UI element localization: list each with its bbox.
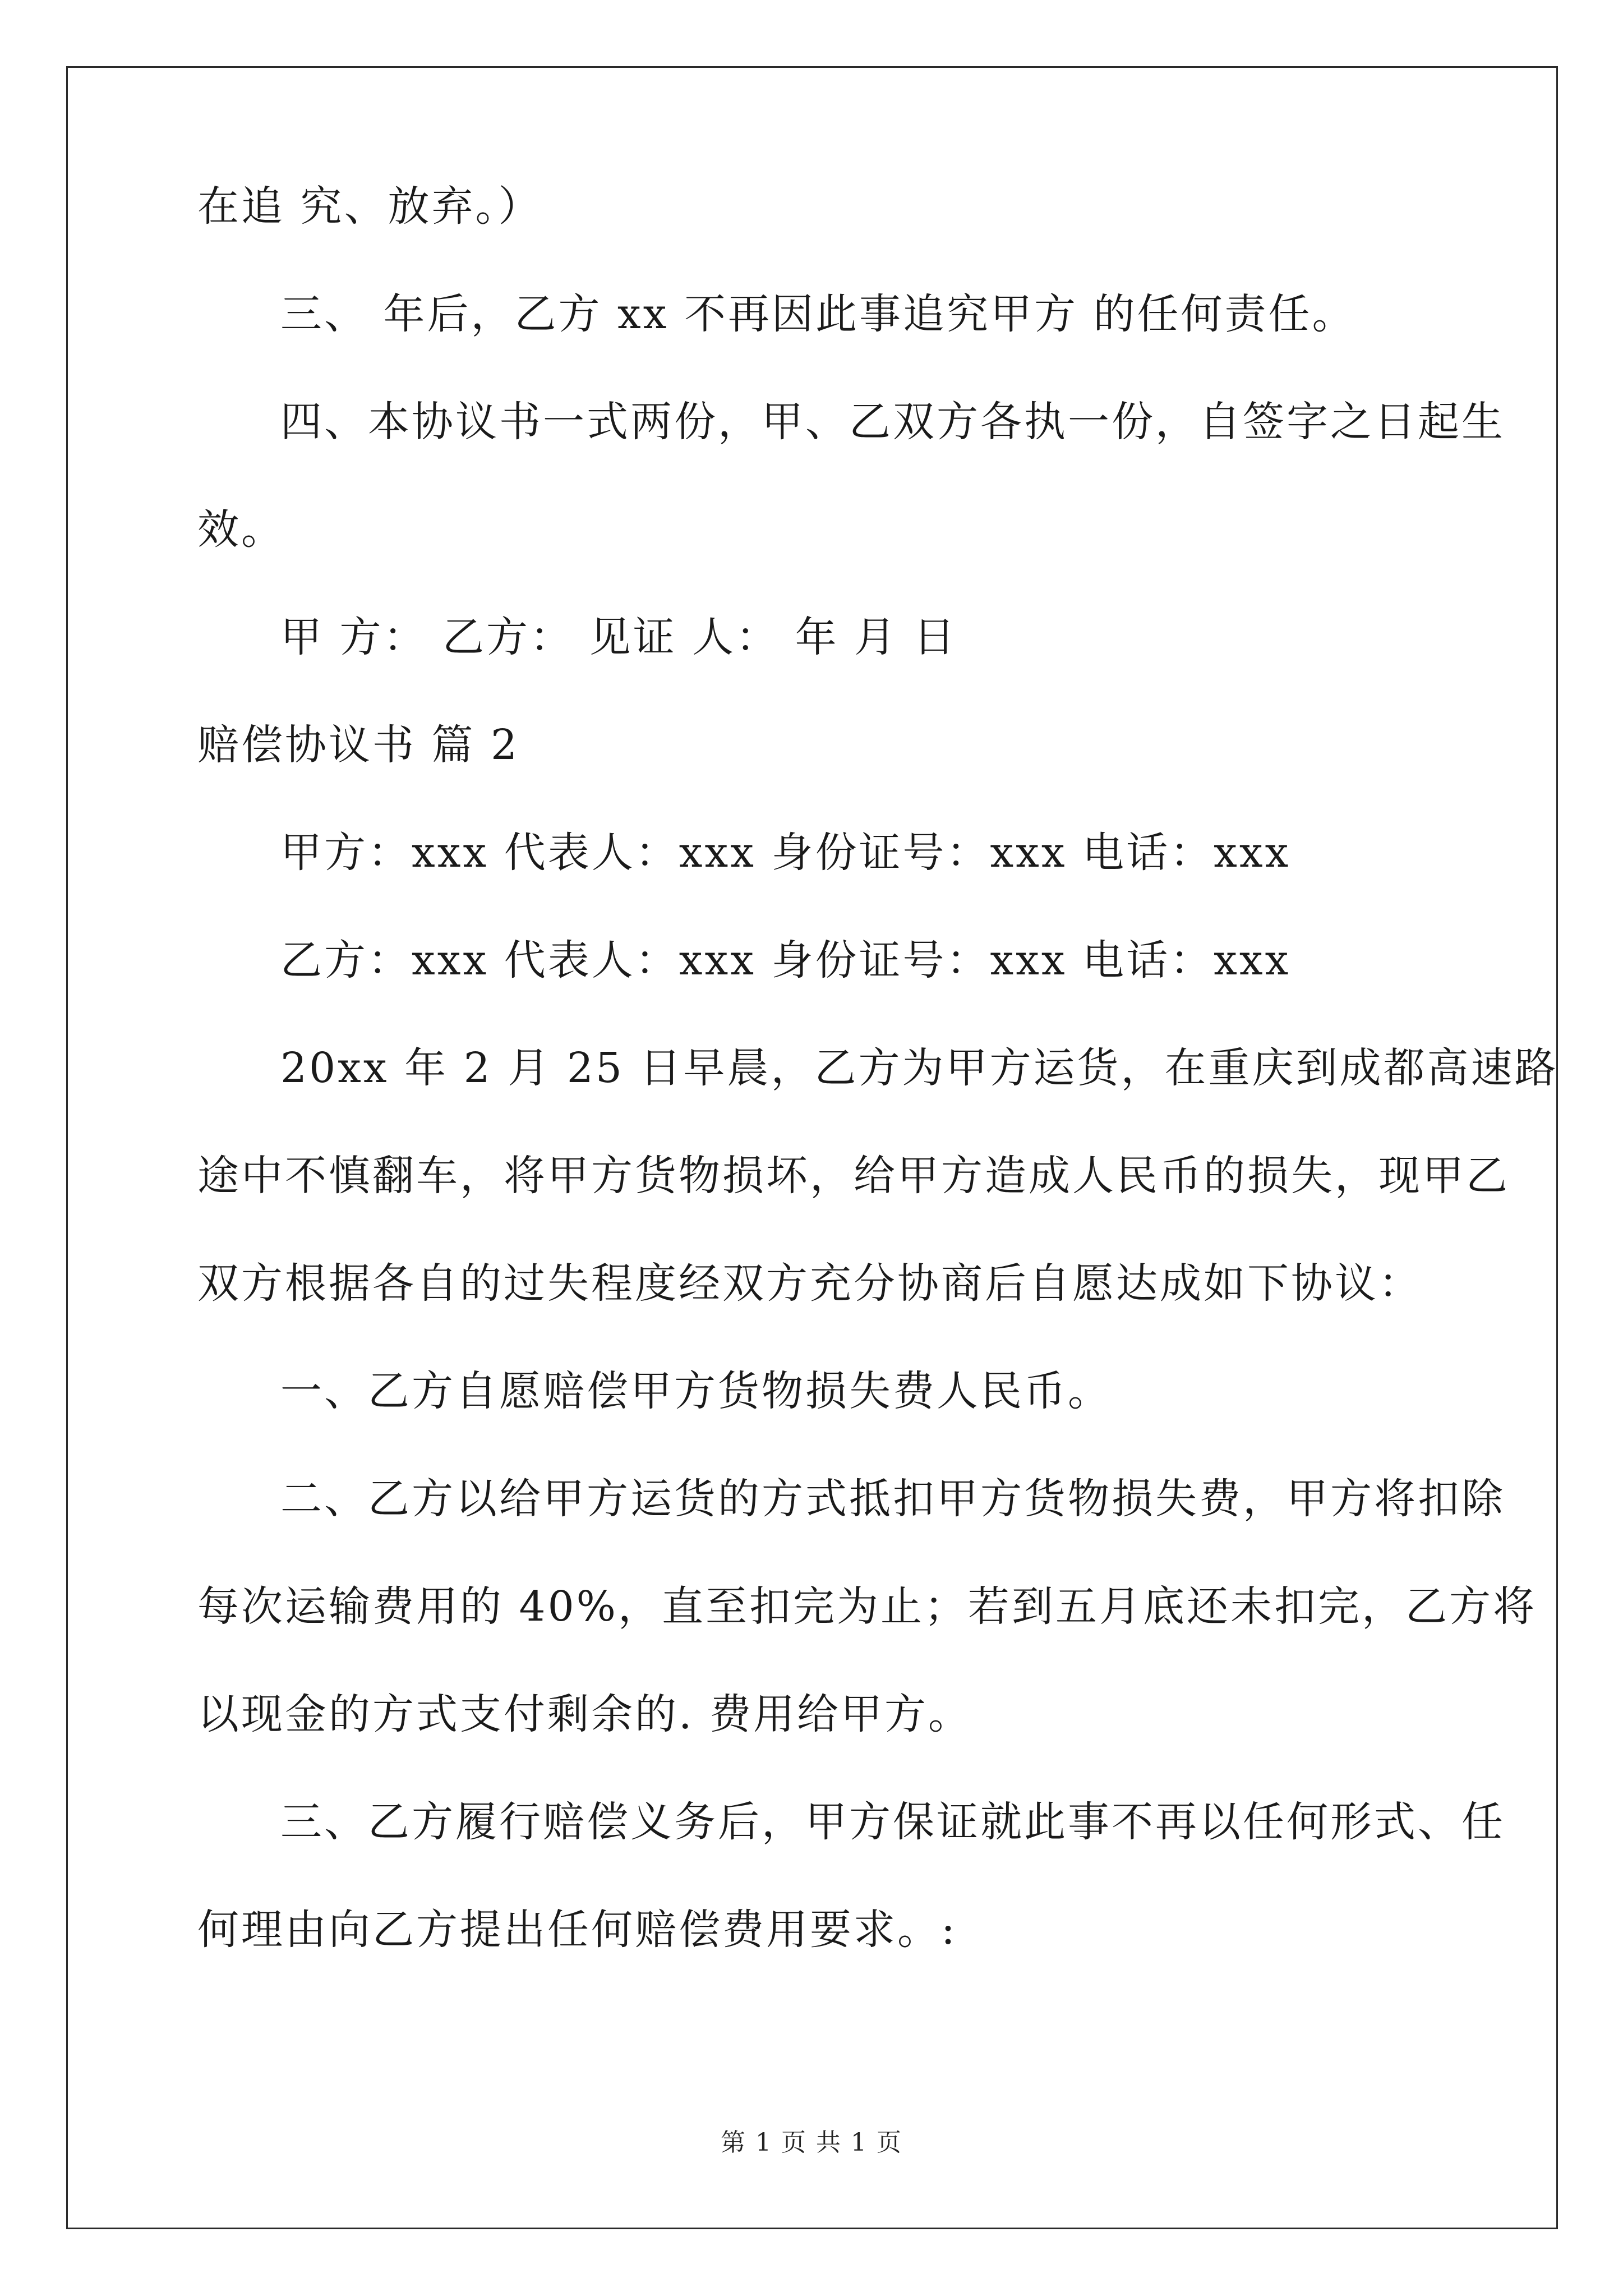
clause-one-line: 一、乙方自愿赔偿甲方货物损失费人民币。 [280,1367,1112,1415]
paragraph-line: 双方根据各自的过失程度经双方充分协商后自愿达成如下协议： [197,1259,1422,1308]
paragraph-line: 以现金的方式支付剩余的. 费用给甲方。 [197,1690,972,1738]
paragraph-line: 在追 究、放弃。） [197,182,542,231]
clause-three-line: 三、乙方履行赔偿义务后，甲方保证就此事不再以任何形式、任 [280,1798,1505,1846]
clause-three-line: 三、 年后，乙方 xx 不再因此事追究甲方 的任何责任。 [280,290,1356,338]
signature-line: 甲 方： 乙方： 见证 人： 年 月 日 [280,613,957,661]
clause-two-line: 二、乙方以给甲方运货的方式抵扣甲方货物损失费，甲方将扣除 [280,1475,1505,1523]
paragraph-line: 效。 [197,505,285,554]
party-a-line: 甲方：xxx 代表人：xxx 身份证号：xxx 电话：xxx [280,829,1291,877]
paragraph-line: 每次运输费用的 40%，直至扣完为止；若到五月底还未扣完，乙方将 [197,1582,1537,1631]
paragraph-line: 20xx 年 2 月 25 日早晨，乙方为甲方运货，在重庆到成都高速路 [280,1044,1559,1092]
clause-four-line: 四、本协议书一式两份，甲、乙双方各执一份，自签字之日起生 [280,398,1505,446]
paragraph-line: 途中不慎翻车，将甲方货物损坏，给甲方造成人民币的损失，现甲乙 [197,1152,1510,1200]
party-b-line: 乙方：xxx 代表人：xxx 身份证号：xxx 电话：xxx [280,936,1291,984]
page-number-footer: 第 1 页 共 1 页 [721,2128,902,2157]
section-heading: 赔偿协议书 篇 2 [197,721,520,769]
paragraph-line: 何理由向乙方提出任何赔偿费用要求。: [197,1906,957,1954]
